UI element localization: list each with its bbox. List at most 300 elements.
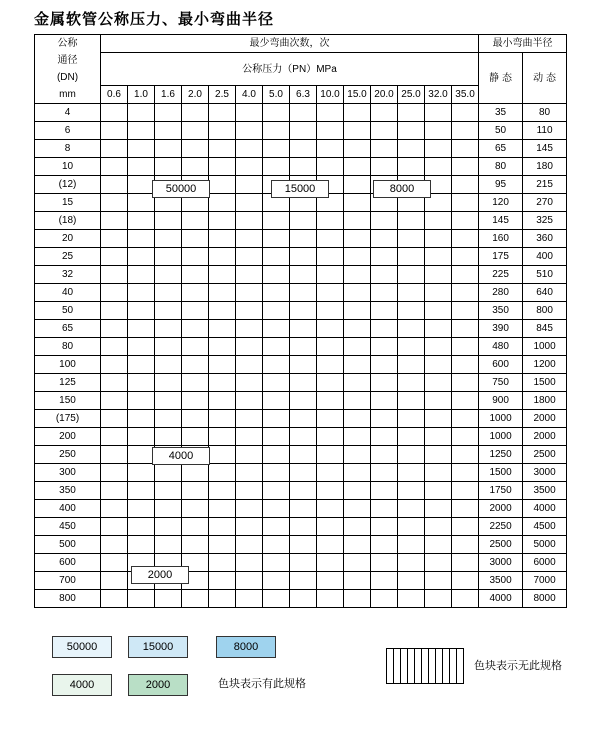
table-row <box>35 104 567 122</box>
row-static-radius: 1500 <box>479 464 523 482</box>
cell-r21-c1 <box>128 482 155 500</box>
row-static-radius: 2500 <box>479 536 523 554</box>
row-static-radius: 145 <box>479 212 523 230</box>
cell-r13-c0 <box>101 338 128 356</box>
header-dynamic: 动 态 <box>523 53 567 104</box>
row-dynamic-radius: 2500 <box>523 446 567 464</box>
header-pressure-1: 1.0 <box>128 86 155 104</box>
cell-r16-c1 <box>128 392 155 410</box>
cell-r18-c13 <box>452 428 479 446</box>
table-row <box>35 554 567 572</box>
cell-r6-c8 <box>317 212 344 230</box>
cell-r12-c4 <box>209 320 236 338</box>
row-dn: 50 <box>35 302 101 320</box>
row-dn: 200 <box>35 428 101 446</box>
cell-r12-c5 <box>236 320 263 338</box>
row-static-radius: 120 <box>479 194 523 212</box>
cell-r19-c9 <box>344 446 371 464</box>
row-dynamic-radius: 510 <box>523 266 567 284</box>
header-pressure-4: 2.5 <box>209 86 236 104</box>
cell-r9-c3 <box>182 266 209 284</box>
cell-r8-c8 <box>317 248 344 266</box>
cell-r16-c9 <box>344 392 371 410</box>
cell-r19-c0 <box>101 446 128 464</box>
row-dynamic-radius: 5000 <box>523 536 567 554</box>
cell-r7-c4 <box>209 230 236 248</box>
row-dynamic-radius: 640 <box>523 284 567 302</box>
callout-50000: 50000 <box>152 180 210 198</box>
cell-r26-c10 <box>371 572 398 590</box>
cell-r13-c12 <box>425 338 452 356</box>
cell-r1-c0 <box>101 122 128 140</box>
cell-r9-c13 <box>452 266 479 284</box>
cell-r2-c5 <box>236 140 263 158</box>
cell-r0-c5 <box>236 104 263 122</box>
cell-r2-c4 <box>209 140 236 158</box>
cell-r24-c12 <box>425 536 452 554</box>
cell-r11-c12 <box>425 302 452 320</box>
cell-r19-c5 <box>236 446 263 464</box>
cell-r9-c9 <box>344 266 371 284</box>
cell-r11-c1 <box>128 302 155 320</box>
cell-r0-c2 <box>155 104 182 122</box>
cell-r3-c3 <box>182 158 209 176</box>
header-pressure: 公称压力（PN）MPa <box>101 53 479 86</box>
row-static-radius: 390 <box>479 320 523 338</box>
row-static-radius: 65 <box>479 140 523 158</box>
cell-r25-c12 <box>425 554 452 572</box>
row-dynamic-radius: 325 <box>523 212 567 230</box>
cell-r7-c9 <box>344 230 371 248</box>
cell-r7-c11 <box>398 230 425 248</box>
cell-r13-c6 <box>263 338 290 356</box>
cell-r14-c5 <box>236 356 263 374</box>
cell-r22-c3 <box>182 500 209 518</box>
cell-r9-c4 <box>209 266 236 284</box>
cell-r1-c13 <box>452 122 479 140</box>
legend-swatch-2000: 2000 <box>128 674 188 696</box>
row-dn: 32 <box>35 266 101 284</box>
cell-r7-c3 <box>182 230 209 248</box>
table-row <box>35 590 567 608</box>
row-dynamic-radius: 2000 <box>523 428 567 446</box>
cell-r5-c4 <box>209 194 236 212</box>
row-static-radius: 600 <box>479 356 523 374</box>
cell-r13-c8 <box>317 338 344 356</box>
header-pressure-13: 35.0 <box>452 86 479 104</box>
cell-r25-c7 <box>290 554 317 572</box>
cell-r4-c1 <box>128 176 155 194</box>
cell-r20-c12 <box>425 464 452 482</box>
row-static-radius: 225 <box>479 266 523 284</box>
row-dn: 400 <box>35 500 101 518</box>
cell-r9-c7 <box>290 266 317 284</box>
row-dn: 600 <box>35 554 101 572</box>
cell-r10-c2 <box>155 284 182 302</box>
cell-r22-c7 <box>290 500 317 518</box>
cell-r24-c2 <box>155 536 182 554</box>
row-dynamic-radius: 1200 <box>523 356 567 374</box>
cell-r17-c0 <box>101 410 128 428</box>
cell-r19-c7 <box>290 446 317 464</box>
cell-r8-c0 <box>101 248 128 266</box>
cell-r19-c12 <box>425 446 452 464</box>
cell-r19-c13 <box>452 446 479 464</box>
cell-r4-c5 <box>236 176 263 194</box>
cell-r25-c0 <box>101 554 128 572</box>
cell-r14-c7 <box>290 356 317 374</box>
row-dn: (18) <box>35 212 101 230</box>
legend-hatch-swatch <box>386 648 464 684</box>
cell-r3-c9 <box>344 158 371 176</box>
cell-r8-c4 <box>209 248 236 266</box>
cell-r27-c0 <box>101 590 128 608</box>
table-row <box>35 374 567 392</box>
cell-r12-c0 <box>101 320 128 338</box>
table-row <box>35 122 567 140</box>
cell-r24-c13 <box>452 536 479 554</box>
cell-r0-c4 <box>209 104 236 122</box>
cell-r27-c12 <box>425 590 452 608</box>
cell-r22-c10 <box>371 500 398 518</box>
cell-r20-c6 <box>263 464 290 482</box>
cell-r10-c13 <box>452 284 479 302</box>
cell-r3-c13 <box>452 158 479 176</box>
cell-r0-c7 <box>290 104 317 122</box>
cell-r15-c0 <box>101 374 128 392</box>
cell-r27-c9 <box>344 590 371 608</box>
row-static-radius: 280 <box>479 284 523 302</box>
cell-r20-c1 <box>128 464 155 482</box>
header-pressure-10: 20.0 <box>371 86 398 104</box>
cell-r3-c12 <box>425 158 452 176</box>
cell-r0-c6 <box>263 104 290 122</box>
cell-r6-c1 <box>128 212 155 230</box>
cell-r14-c2 <box>155 356 182 374</box>
header-pressure-5: 4.0 <box>236 86 263 104</box>
cell-r18-c4 <box>209 428 236 446</box>
table-row <box>35 572 567 590</box>
cell-r27-c11 <box>398 590 425 608</box>
cell-r18-c2 <box>155 428 182 446</box>
header-pressure-0: 0.6 <box>101 86 128 104</box>
cell-r12-c3 <box>182 320 209 338</box>
cell-r3-c8 <box>317 158 344 176</box>
row-dn: 800 <box>35 590 101 608</box>
header-pressure-7: 6.3 <box>290 86 317 104</box>
cell-r18-c0 <box>101 428 128 446</box>
row-static-radius: 2250 <box>479 518 523 536</box>
callout-15000: 15000 <box>271 180 329 198</box>
row-dynamic-radius: 6000 <box>523 554 567 572</box>
row-dynamic-radius: 3500 <box>523 482 567 500</box>
cell-r10-c11 <box>398 284 425 302</box>
cell-r20-c10 <box>371 464 398 482</box>
header-row-2 <box>35 53 567 86</box>
cell-r8-c10 <box>371 248 398 266</box>
cell-r22-c2 <box>155 500 182 518</box>
row-dn: 4 <box>35 104 101 122</box>
cell-r2-c12 <box>425 140 452 158</box>
cell-r6-c10 <box>371 212 398 230</box>
cell-r1-c5 <box>236 122 263 140</box>
cell-r13-c4 <box>209 338 236 356</box>
cell-r9-c5 <box>236 266 263 284</box>
cell-r14-c9 <box>344 356 371 374</box>
cell-r24-c6 <box>263 536 290 554</box>
row-static-radius: 1000 <box>479 428 523 446</box>
cell-r24-c7 <box>290 536 317 554</box>
cell-r27-c2 <box>155 590 182 608</box>
cell-r1-c11 <box>398 122 425 140</box>
cell-r21-c6 <box>263 482 290 500</box>
cell-r21-c7 <box>290 482 317 500</box>
cell-r3-c1 <box>128 158 155 176</box>
cell-r20-c4 <box>209 464 236 482</box>
cell-r17-c9 <box>344 410 371 428</box>
cell-r26-c12 <box>425 572 452 590</box>
table-row <box>35 230 567 248</box>
row-dn: 20 <box>35 230 101 248</box>
cell-r8-c3 <box>182 248 209 266</box>
cell-r23-c9 <box>344 518 371 536</box>
cell-r18-c10 <box>371 428 398 446</box>
cell-r11-c7 <box>290 302 317 320</box>
table-row <box>35 338 567 356</box>
table-row <box>35 536 567 554</box>
table-row <box>35 356 567 374</box>
cell-r15-c6 <box>263 374 290 392</box>
cell-r1-c6 <box>263 122 290 140</box>
cell-r12-c10 <box>371 320 398 338</box>
cell-r22-c4 <box>209 500 236 518</box>
cell-r0-c8 <box>317 104 344 122</box>
cell-r25-c10 <box>371 554 398 572</box>
cell-r3-c2 <box>155 158 182 176</box>
row-dynamic-radius: 215 <box>523 176 567 194</box>
cell-r24-c1 <box>128 536 155 554</box>
cell-r8-c6 <box>263 248 290 266</box>
cell-r13-c7 <box>290 338 317 356</box>
row-dn: 15 <box>35 194 101 212</box>
cell-r21-c0 <box>101 482 128 500</box>
cell-r23-c2 <box>155 518 182 536</box>
cell-r16-c0 <box>101 392 128 410</box>
cell-r2-c6 <box>263 140 290 158</box>
table-row <box>35 320 567 338</box>
cell-r11-c8 <box>317 302 344 320</box>
cell-r12-c12 <box>425 320 452 338</box>
cell-r14-c4 <box>209 356 236 374</box>
cell-r22-c0 <box>101 500 128 518</box>
cell-r23-c8 <box>317 518 344 536</box>
cell-r21-c9 <box>344 482 371 500</box>
cell-r20-c13 <box>452 464 479 482</box>
cell-r17-c1 <box>128 410 155 428</box>
header-row-1 <box>35 35 567 53</box>
table-row <box>35 302 567 320</box>
table-row <box>35 500 567 518</box>
cell-r7-c12 <box>425 230 452 248</box>
cell-r15-c13 <box>452 374 479 392</box>
table-row <box>35 482 567 500</box>
header-dn-line3: (DN) <box>56 72 79 83</box>
cell-r24-c8 <box>317 536 344 554</box>
cell-r23-c0 <box>101 518 128 536</box>
row-dynamic-radius: 3000 <box>523 464 567 482</box>
cell-r10-c0 <box>101 284 128 302</box>
cell-r4-c13 <box>452 176 479 194</box>
row-dynamic-radius: 4000 <box>523 500 567 518</box>
row-dn: (175) <box>35 410 101 428</box>
cell-r18-c3 <box>182 428 209 446</box>
row-dn: 80 <box>35 338 101 356</box>
cell-r23-c4 <box>209 518 236 536</box>
cell-r8-c13 <box>452 248 479 266</box>
cell-r10-c6 <box>263 284 290 302</box>
cell-r5-c9 <box>344 194 371 212</box>
cell-r19-c4 <box>209 446 236 464</box>
cell-r17-c8 <box>317 410 344 428</box>
cell-r8-c12 <box>425 248 452 266</box>
cell-r14-c0 <box>101 356 128 374</box>
row-dn: 350 <box>35 482 101 500</box>
cell-r9-c2 <box>155 266 182 284</box>
cell-r0-c12 <box>425 104 452 122</box>
cell-r27-c1 <box>128 590 155 608</box>
row-dynamic-radius: 360 <box>523 230 567 248</box>
cell-r26-c7 <box>290 572 317 590</box>
cell-r17-c5 <box>236 410 263 428</box>
row-dn: 8 <box>35 140 101 158</box>
legend-swatch-8000: 8000 <box>216 636 276 658</box>
cell-r20-c5 <box>236 464 263 482</box>
cell-r23-c10 <box>371 518 398 536</box>
cell-r1-c12 <box>425 122 452 140</box>
cell-r21-c11 <box>398 482 425 500</box>
cell-r20-c8 <box>317 464 344 482</box>
table-row <box>35 266 567 284</box>
cell-r15-c2 <box>155 374 182 392</box>
header-pressure-12: 32.0 <box>425 86 452 104</box>
table-row <box>35 446 567 464</box>
cell-r23-c1 <box>128 518 155 536</box>
callout-8000: 8000 <box>373 180 431 198</box>
cell-r24-c9 <box>344 536 371 554</box>
row-static-radius: 1000 <box>479 410 523 428</box>
cell-r2-c0 <box>101 140 128 158</box>
row-dn: 250 <box>35 446 101 464</box>
header-pressure-3: 2.0 <box>182 86 209 104</box>
cell-r9-c10 <box>371 266 398 284</box>
cell-r10-c3 <box>182 284 209 302</box>
cell-r6-c6 <box>263 212 290 230</box>
cell-r13-c5 <box>236 338 263 356</box>
cell-r1-c4 <box>209 122 236 140</box>
cell-r17-c4 <box>209 410 236 428</box>
row-dn: 10 <box>35 158 101 176</box>
row-dynamic-radius: 110 <box>523 122 567 140</box>
header-dn-line4: mm <box>59 89 76 100</box>
cell-r3-c5 <box>236 158 263 176</box>
cell-r11-c3 <box>182 302 209 320</box>
cell-r14-c8 <box>317 356 344 374</box>
cell-r12-c13 <box>452 320 479 338</box>
cell-r3-c11 <box>398 158 425 176</box>
cell-r10-c9 <box>344 284 371 302</box>
cell-r18-c8 <box>317 428 344 446</box>
table-row <box>35 212 567 230</box>
legend-note-color: 色块表示有此规格 <box>218 678 306 690</box>
cell-r18-c11 <box>398 428 425 446</box>
cell-r10-c8 <box>317 284 344 302</box>
cell-r13-c11 <box>398 338 425 356</box>
row-dn: 450 <box>35 518 101 536</box>
table-row <box>35 518 567 536</box>
cell-r20-c11 <box>398 464 425 482</box>
cell-r6-c0 <box>101 212 128 230</box>
cell-r11-c10 <box>371 302 398 320</box>
cell-r1-c3 <box>182 122 209 140</box>
cell-r6-c5 <box>236 212 263 230</box>
cell-r13-c13 <box>452 338 479 356</box>
cell-r27-c3 <box>182 590 209 608</box>
row-dynamic-radius: 1800 <box>523 392 567 410</box>
row-static-radius: 35 <box>479 104 523 122</box>
cell-r7-c2 <box>155 230 182 248</box>
cell-r3-c0 <box>101 158 128 176</box>
cell-r22-c6 <box>263 500 290 518</box>
table-row <box>35 410 567 428</box>
cell-r13-c10 <box>371 338 398 356</box>
cell-r17-c10 <box>371 410 398 428</box>
cell-r17-c11 <box>398 410 425 428</box>
header-dn-line1: 公称 <box>57 38 78 49</box>
page-title: 金属软管公称压力、最小弯曲半径 <box>34 12 275 28</box>
cell-r5-c5 <box>236 194 263 212</box>
cell-r27-c10 <box>371 590 398 608</box>
row-dn: 100 <box>35 356 101 374</box>
cell-r2-c9 <box>344 140 371 158</box>
cell-r15-c5 <box>236 374 263 392</box>
cell-r23-c5 <box>236 518 263 536</box>
cell-r23-c3 <box>182 518 209 536</box>
row-static-radius: 1250 <box>479 446 523 464</box>
cell-r1-c2 <box>155 122 182 140</box>
row-dynamic-radius: 2000 <box>523 410 567 428</box>
cell-r15-c4 <box>209 374 236 392</box>
cell-r10-c4 <box>209 284 236 302</box>
cell-r18-c7 <box>290 428 317 446</box>
header-dn <box>35 35 101 104</box>
cell-r8-c5 <box>236 248 263 266</box>
cell-r27-c5 <box>236 590 263 608</box>
cell-r12-c6 <box>263 320 290 338</box>
cell-r4-c4 <box>209 176 236 194</box>
cell-r21-c10 <box>371 482 398 500</box>
cell-r16-c12 <box>425 392 452 410</box>
row-static-radius: 750 <box>479 374 523 392</box>
row-dynamic-radius: 845 <box>523 320 567 338</box>
cell-r19-c10 <box>371 446 398 464</box>
cell-r10-c7 <box>290 284 317 302</box>
cell-r2-c10 <box>371 140 398 158</box>
callout-4000: 4000 <box>152 447 210 465</box>
row-static-radius: 1750 <box>479 482 523 500</box>
cell-r22-c8 <box>317 500 344 518</box>
cell-r0-c10 <box>371 104 398 122</box>
row-dynamic-radius: 8000 <box>523 590 567 608</box>
